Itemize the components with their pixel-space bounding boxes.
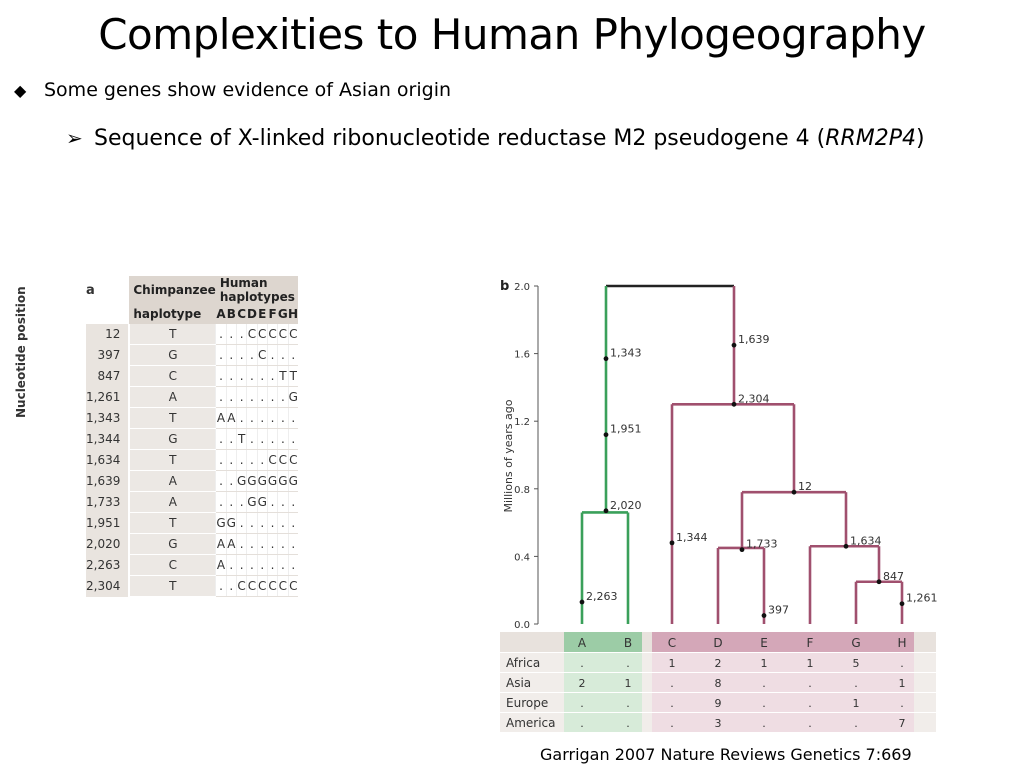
human-base: C [257, 576, 267, 597]
human-base: . [267, 555, 277, 576]
mutation-2020-label: 2,020 [610, 498, 642, 512]
table-row [86, 324, 298, 345]
haplotype-count: 8 [714, 677, 722, 690]
human-base: . [257, 450, 267, 471]
table-row [86, 576, 298, 597]
table-row [86, 471, 298, 492]
tree-haplotype-label: A [577, 636, 587, 650]
mutation-847-dot [877, 579, 882, 584]
human-base: G [226, 513, 236, 534]
y-tick-label: 1.6 [514, 349, 530, 361]
human-base: . [226, 471, 236, 492]
nucleotide-position: 847 [86, 366, 129, 387]
nucleotide-position: 2,020 [86, 534, 129, 555]
human-base: G [257, 492, 267, 513]
haplotype-column-header: G [278, 304, 288, 324]
mutation-1343-label: 1,343 [610, 346, 642, 360]
haplotype-count: . [670, 677, 674, 690]
mutation-2020-dot [604, 508, 609, 513]
nucleotide-position: 2,304 [86, 576, 129, 597]
human-base: . [257, 387, 267, 408]
haplotype-count: . [580, 657, 584, 670]
human-base: . [288, 408, 298, 429]
human-base: . [267, 513, 277, 534]
human-base: C [278, 324, 288, 345]
human-base: T [288, 366, 298, 387]
panel-b-label: b [500, 279, 510, 294]
magenta-header-band [652, 632, 914, 652]
human-base: . [247, 555, 257, 576]
human-base: . [278, 555, 288, 576]
human-base: A [216, 555, 226, 576]
human-base: . [278, 345, 288, 366]
human-base: . [247, 387, 257, 408]
slide-title: Complexities to Human Phylogeography [98, 10, 926, 59]
human-base: . [257, 513, 267, 534]
table-row [86, 555, 298, 576]
haplotype-count: 2 [714, 657, 722, 670]
human-base: . [236, 555, 246, 576]
haplotype-count: 5 [852, 657, 860, 670]
chimp-base: C [129, 366, 215, 387]
green-cell-band [564, 653, 642, 672]
haplotype-column-header: E [257, 304, 267, 324]
human-haplotypes-header: Human haplotypes [216, 276, 298, 304]
human-base: T [278, 366, 288, 387]
human-base: . [288, 429, 298, 450]
human-base: . [226, 324, 236, 345]
table-row [86, 513, 298, 534]
chimp-base: G [129, 345, 215, 366]
human-base: G [278, 471, 288, 492]
mutation-2304-dot [732, 402, 737, 407]
human-base: . [278, 492, 288, 513]
haplotype-count: 1 [898, 677, 906, 690]
human-base: C [278, 576, 288, 597]
haplotype-count: 1 [624, 677, 632, 690]
mutation-12-label: 12 [798, 480, 812, 494]
magenta-cell-band [652, 653, 914, 672]
human-base: . [216, 576, 226, 597]
nucleotide-position: 12 [86, 324, 129, 345]
human-base: . [247, 534, 257, 555]
magenta-cell-band [652, 673, 914, 692]
human-base: . [236, 513, 246, 534]
human-base: . [267, 345, 277, 366]
human-base: . [278, 534, 288, 555]
mutation-1639-dot [732, 343, 737, 348]
haplotype-count: . [762, 677, 766, 690]
human-base: . [267, 366, 277, 387]
header-spacer [86, 304, 129, 324]
human-base: C [236, 576, 246, 597]
human-base: . [216, 324, 226, 345]
human-base: . [257, 366, 267, 387]
haplotype-column-header: C [236, 304, 246, 324]
tree-haplotype-label: G [851, 636, 861, 650]
table-row [86, 408, 298, 429]
haplotype-column-header: B [226, 304, 236, 324]
human-base: . [278, 429, 288, 450]
sub-bullet-text: Sequence of X-linked ribonucleotide reductase M2 pseudogene 4 ( [94, 126, 826, 151]
mutation-2263-label: 2,263 [586, 590, 618, 604]
magenta-cell-band [652, 693, 914, 712]
human-base: . [247, 366, 257, 387]
human-base: . [226, 366, 236, 387]
human-base: G [257, 471, 267, 492]
tree-haplotype-label: H [897, 636, 907, 650]
mutation-1639-label: 1,639 [738, 333, 770, 347]
human-base: A [226, 534, 236, 555]
tree-haplotype-label: C [667, 636, 677, 650]
human-base: . [236, 492, 246, 513]
table-row [86, 366, 298, 387]
human-base: . [236, 387, 246, 408]
human-base: . [257, 429, 267, 450]
nucleotide-position: 1,733 [86, 492, 129, 513]
haplotype-count: . [900, 697, 904, 710]
human-base: C [288, 324, 298, 345]
haplotype-count: . [580, 717, 584, 730]
haplotype-count: . [626, 657, 630, 670]
table-row [86, 345, 298, 366]
human-base: . [216, 387, 226, 408]
haplotype-count: . [854, 677, 858, 690]
panel-b-phylogenetic-tree [494, 276, 944, 736]
green-cell-band [564, 693, 642, 712]
chimp-base: T [129, 450, 215, 471]
human-base: G [216, 513, 226, 534]
chimp-base: C [129, 555, 215, 576]
haplotype-count: 1 [668, 657, 676, 670]
region-label: America [506, 716, 556, 730]
human-base: . [267, 492, 277, 513]
human-base: . [236, 366, 246, 387]
region-label: Asia [506, 676, 532, 690]
human-base: . [226, 576, 236, 597]
human-base: C [278, 450, 288, 471]
mutation-2263-dot [580, 600, 585, 605]
human-base: G [288, 387, 298, 408]
y-axis-label: Millions of years ago [502, 399, 515, 513]
human-base: . [288, 534, 298, 555]
sub-bullet-rrm2p4 [66, 126, 925, 151]
human-base: . [267, 408, 277, 429]
mutation-397-dot [762, 613, 767, 618]
haplotype-count: 1 [852, 697, 860, 710]
mutation-2304-label: 2,304 [738, 392, 770, 406]
nucleotide-position-axis-label: Nucleotide position [14, 286, 28, 418]
haplotype-count: . [854, 717, 858, 730]
human-base: G [247, 492, 257, 513]
human-base: . [236, 408, 246, 429]
human-base: . [247, 450, 257, 471]
chimp-base: A [129, 471, 215, 492]
haplotype-sequence-table [86, 276, 298, 597]
nucleotide-position: 1,639 [86, 471, 129, 492]
gene-name: RRM2P4 [825, 126, 917, 151]
human-base: . [257, 534, 267, 555]
tree-haplotype-label: F [806, 636, 814, 650]
human-base: . [278, 513, 288, 534]
human-base: . [267, 534, 277, 555]
diamond-bullet-icon: ◆ [14, 81, 27, 100]
human-base: . [226, 345, 236, 366]
haplotype-count: . [670, 717, 674, 730]
tree-haplotype-label: B [623, 636, 633, 650]
magenta-cell-band [652, 713, 914, 732]
human-base: T [236, 429, 246, 450]
human-base: G [267, 471, 277, 492]
panel-a-label: a [86, 282, 95, 298]
human-base: . [247, 513, 257, 534]
region-label: Africa [506, 656, 541, 670]
haplotype-header: haplotype [129, 304, 215, 324]
human-base: A [226, 408, 236, 429]
mutation-1951-dot [604, 432, 609, 437]
human-base: . [236, 450, 246, 471]
chimp-base: G [129, 534, 215, 555]
mutation-1733-dot [740, 547, 745, 552]
human-base: G [288, 471, 298, 492]
haplotype-count: . [670, 697, 674, 710]
haplotype-column-header: D [247, 304, 257, 324]
mutation-1344-dot [670, 540, 675, 545]
table-row [86, 429, 298, 450]
human-base: . [216, 366, 226, 387]
human-base: . [216, 450, 226, 471]
human-base: . [226, 429, 236, 450]
nucleotide-position: 1,343 [86, 408, 129, 429]
tree-haplotype-label: E [760, 636, 768, 650]
human-base: . [278, 387, 288, 408]
haplotype-count: . [900, 657, 904, 670]
haplotype-count: . [580, 697, 584, 710]
human-base: . [236, 534, 246, 555]
mutation-1344-label: 1,344 [676, 530, 708, 544]
human-base: C [288, 576, 298, 597]
human-base: C [288, 450, 298, 471]
haplotype-column-header: H [288, 304, 298, 324]
mutation-1343-dot [604, 356, 609, 361]
human-base: . [257, 408, 267, 429]
haplotype-count: . [626, 697, 630, 710]
human-base: C [257, 324, 267, 345]
human-base: A [216, 534, 226, 555]
mutation-847-label: 847 [883, 569, 904, 583]
human-base: . [226, 387, 236, 408]
human-base: . [288, 492, 298, 513]
human-base: . [267, 429, 277, 450]
haplotype-count: . [762, 717, 766, 730]
haplotype-count: . [626, 717, 630, 730]
haplotype-count: . [762, 697, 766, 710]
nucleotide-position: 1,261 [86, 387, 129, 408]
nucleotide-position: 397 [86, 345, 129, 366]
human-base: . [226, 492, 236, 513]
nucleotide-position: 1,344 [86, 429, 129, 450]
human-base: . [226, 555, 236, 576]
human-base: C [247, 324, 257, 345]
nucleotide-position: 1,951 [86, 513, 129, 534]
human-base: . [288, 555, 298, 576]
human-base: . [288, 345, 298, 366]
nucleotide-position: 2,263 [86, 555, 129, 576]
human-base: C [267, 576, 277, 597]
haplotype-count: 2 [578, 677, 586, 690]
human-base: G [247, 471, 257, 492]
nucleotide-position: 1,634 [86, 450, 129, 471]
mutation-1261-label: 1,261 [906, 591, 938, 605]
haplotype-count: 7 [898, 717, 906, 730]
human-base: C [247, 576, 257, 597]
chimp-base: T [129, 408, 215, 429]
y-tick-label: 0.4 [514, 552, 530, 564]
tree-haplotype-label: D [713, 636, 723, 650]
citation: Garrigan 2007 Nature Reviews Genetics 7:669 [540, 745, 912, 764]
human-base: . [216, 471, 226, 492]
y-tick-label: 0.8 [514, 484, 530, 496]
table-row [86, 534, 298, 555]
human-base: . [278, 408, 288, 429]
human-base: . [247, 345, 257, 366]
bullet-asian-origin [14, 79, 451, 101]
human-base: . [247, 429, 257, 450]
table-row [86, 450, 298, 471]
y-tick-label: 0.0 [514, 620, 530, 631]
human-base: A [216, 408, 226, 429]
human-base: . [247, 408, 257, 429]
chimp-base: T [129, 513, 215, 534]
green-cell-band [564, 713, 642, 732]
y-tick-label: 2.0 [514, 282, 530, 293]
bullet-text: Some genes show evidence of Asian origin [44, 79, 452, 101]
table-row [86, 387, 298, 408]
human-base: . [267, 387, 277, 408]
haplotype-count: . [808, 677, 812, 690]
haplotype-count: 3 [714, 717, 722, 730]
human-base: . [236, 345, 246, 366]
human-base: G [236, 471, 246, 492]
human-base: . [236, 324, 246, 345]
human-base: . [216, 429, 226, 450]
haplotype-count: 1 [760, 657, 768, 670]
haplotype-count: 1 [806, 657, 814, 670]
mutation-1733-label: 1,733 [746, 537, 778, 551]
haplotype-count: . [808, 717, 812, 730]
haplotype-count: . [808, 697, 812, 710]
mutation-1951-label: 1,951 [610, 422, 642, 436]
y-tick-label: 1.2 [514, 417, 530, 429]
human-base: C [257, 345, 267, 366]
chimp-base: A [129, 387, 215, 408]
human-base: . [288, 513, 298, 534]
human-base: . [216, 345, 226, 366]
human-base: C [267, 324, 277, 345]
haplotype-column-header: F [267, 304, 277, 324]
chimp-base: A [129, 492, 215, 513]
mutation-397-label: 397 [768, 603, 789, 617]
mutation-1634-dot [844, 544, 849, 549]
human-base: . [226, 450, 236, 471]
mutation-1634-label: 1,634 [850, 534, 882, 548]
human-base: . [216, 492, 226, 513]
chimp-base: T [129, 324, 215, 345]
haplotype-count: 9 [714, 697, 722, 710]
mutation-1261-dot [900, 601, 905, 606]
chimp-base: G [129, 429, 215, 450]
human-base: . [257, 555, 267, 576]
mutation-12-dot [792, 490, 797, 495]
human-base: C [267, 450, 277, 471]
table-row [86, 492, 298, 513]
chimp-base: T [129, 576, 215, 597]
arrow-bullet-icon: ➢ [66, 126, 83, 150]
sub-bullet-close: ) [916, 126, 925, 151]
chimpanzee-header: Chimpanzee [129, 276, 215, 304]
region-label: Europe [506, 696, 549, 710]
haplotype-column-header: A [216, 304, 226, 324]
